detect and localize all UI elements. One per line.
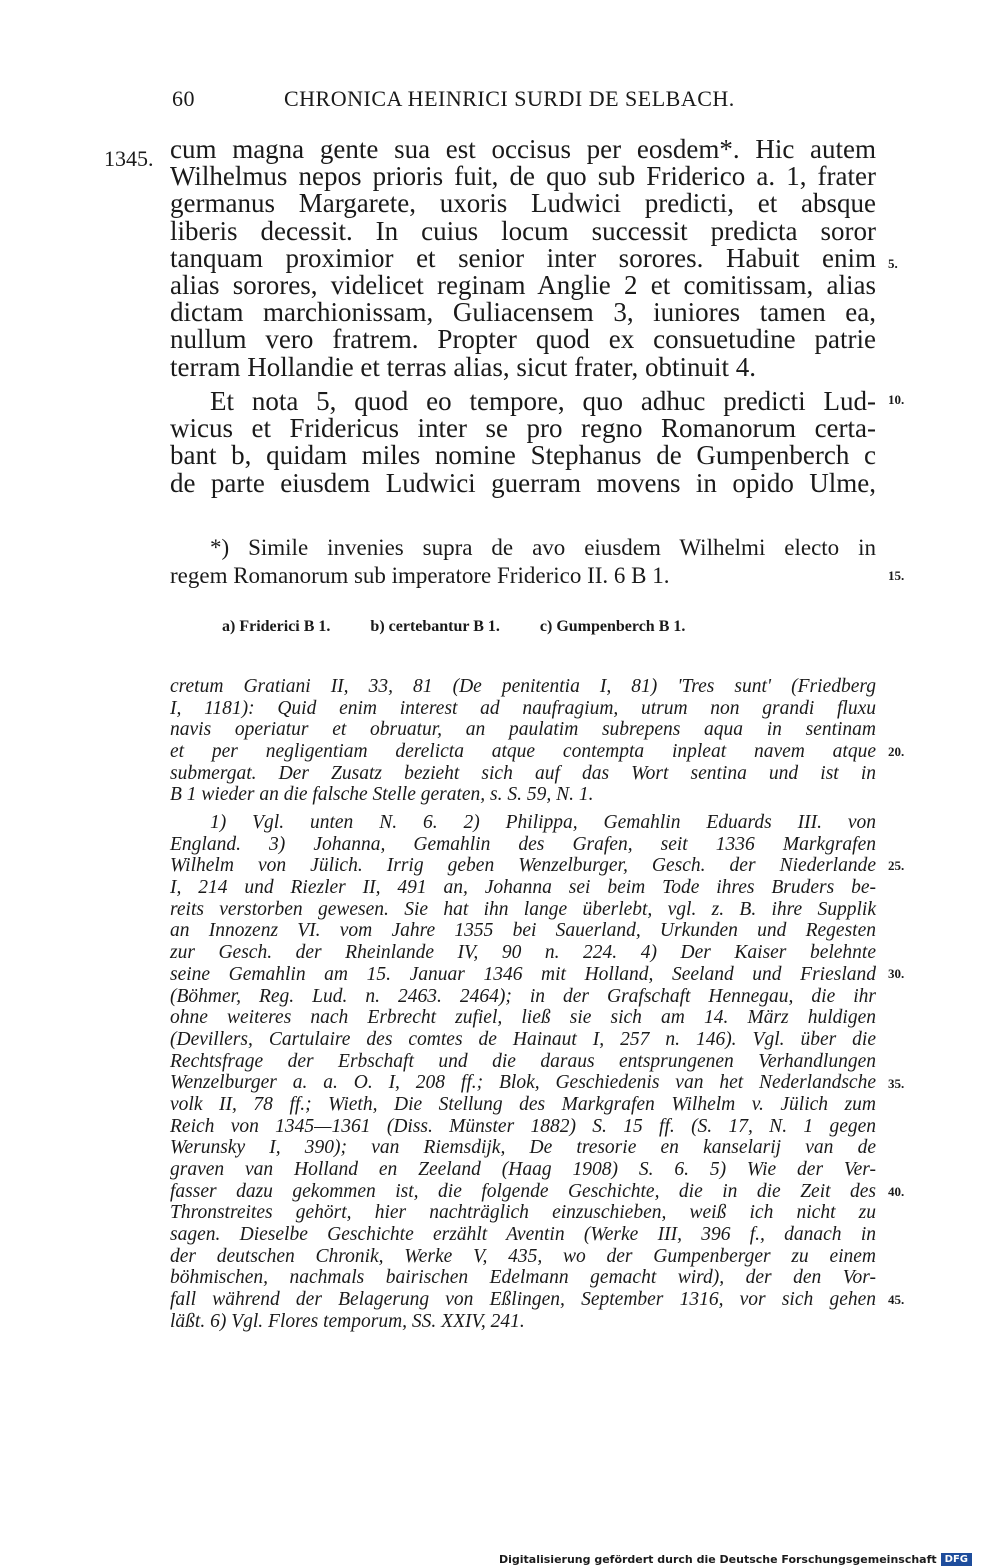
main-text-paragraph-1 [170, 136, 876, 381]
text-line: de parte eiusdem Ludwici guerram movens in opido Ulme, [170, 467, 876, 498]
footnotes-block [170, 812, 876, 1333]
footnote-line: böhmischen, nachmals bairischen Edelmann gemacht wird), der den Vor- [170, 1267, 876, 1289]
text-line: Et nota 5, quod eo tempore, quo adhuc predicti Lud- [210, 386, 876, 416]
text-line: regem Romanorum sub imperatore Friderico II. 6 B 1. [170, 563, 670, 588]
footnote-line: graven van Holland en Zeeland (Haag 1908) S. 6. 5) Wie der Ver- [170, 1159, 876, 1180]
footnote-line: läßt. 6) Vgl. Flores temporum, SS. XXIV, 241. [170, 1310, 525, 1332]
text-line: dictam marchionissam, Guliacensem 3, iuniores tamen ea, [170, 297, 876, 328]
footnote-line: seine Gemahlin am 15. Januar 1346 mit Holland, Seeland und Friesland [170, 963, 876, 985]
text-line: tanquam proximior et senior inter sorores. Habuit enim [170, 242, 876, 273]
footnote-line: England. 3) Johanna, Gemahlin des Grafen, seit 1336 Markgrafen [170, 833, 876, 855]
footnote-line: sagen. Dieselbe Geschichte erzählt Aventin (Werke III, 396 f., danach in [170, 1224, 876, 1246]
text-line: germanus Margarete, uxoris Ludwici predicti, et absque [170, 188, 876, 219]
footnote-line: Reich von 1345—1361 (Diss. Münster 1882) S. 15 ff. (S. 17, N. 1 gegen [170, 1115, 876, 1137]
text-line: terram Hollandie et terras alias, sicut frater, obtinuit 4. [170, 351, 756, 382]
footnote-line: zur Gesch. der Rheinlande IV, 90 n. 224. 4) Der Kaiser belehnte [170, 942, 876, 964]
footnote-line: ohne weiteres nach Erbrecht zufiel, ließ sie sich am 14. März huldigen [170, 1007, 876, 1029]
footnote-line: der deutschen Chronik, Werke V, 435, wo der Gumpenberger zu einem [170, 1245, 876, 1267]
footnote-line: an Innozenz VI. vom Jahre 1355 bei Sauerland, Urkunden und Regesten [170, 920, 876, 942]
line-number: 35. [888, 1076, 905, 1091]
main-text-paragraph-2 [170, 388, 876, 497]
footnote-line: Thronstreites gehört, hier nachträglich einzuschieben, weiß ich nicht zu [170, 1202, 876, 1224]
line-number: 5. [888, 256, 898, 271]
footnote-line: I, 214 und Riezler II, 491 an, Johanna sei beim Tode ihres Bruders be- [170, 877, 876, 899]
footnote-line: Wilhelm von Jülich. Irrig geben Wenzelburger, Gesch. der Niederlande [170, 855, 876, 877]
text-line: I, 1181): Quid enim interest ad naufragium, utrum non grandi fluxu [170, 697, 876, 719]
text-line: bant b, quidam miles nomine Stephanus de Gumpenberch c [170, 440, 876, 471]
apparatus-note: b) certebantur B 1. [370, 618, 500, 635]
running-head [170, 86, 880, 116]
text-line: cum magna gente sua est occisus per eosdem*. Hic autem [170, 134, 876, 164]
text-line: cretum Gratiani II, 33, 81 (De penitentia I, 81) 'Tres sunt' (Friedberg [170, 676, 876, 697]
footnote-line: volk II, 78 ff.; Wieth, Die Stellung des Markgrafen Wilhelm v. Jülich zum [170, 1093, 876, 1115]
footnote-line: Wenzelburger a. a. O. I, 208 ff.; Blok, Geschiedenis van het Nederlandsche [170, 1072, 876, 1094]
text-line: liberis decessit. In cuius locum successit predicta soror [170, 215, 876, 246]
footnote-line: fall während der Belagerung von Eßlingen, September 1316, vor sich gehen [170, 1289, 876, 1311]
text-line: nullum vero fratrem. Propter quod ex consuetudine patrie [170, 324, 876, 355]
line-number: 25. [888, 858, 905, 873]
margin-year: 1345. [104, 146, 154, 171]
footnote-line: 1) Vgl. unten N. 6. 2) Philippa, Gemahlin Eduards III. von [210, 812, 876, 833]
text-line: B 1 wieder an die falsche Stelle geraten, s. S. 59, N. 1. [170, 784, 594, 806]
running-title: CHRONICA HEINRICI SURDI DE SELBACH. [284, 86, 735, 111]
line-number: 15. [888, 568, 905, 583]
commentary-block [170, 676, 876, 806]
credit-text: Digitalisierung gefördert durch die Deutsche Forschungsgemeinschaft [498, 1553, 937, 1566]
digitization-credit [499, 1553, 972, 1566]
line-number: 40. [888, 1184, 905, 1199]
page-number: 60 [172, 86, 195, 111]
text-line: et per negligentiam derelicta atque contempta inpleat navem atque [170, 741, 876, 763]
line-number: 45. [888, 1292, 905, 1307]
star-note [170, 534, 876, 590]
footnote-line: (Böhmer, Reg. Lud. n. 2463. 2464); in der Grafschaft Hennegau, die ihr [170, 985, 876, 1007]
text-line: *) Simile invenies supra de avo eiusdem Wilhelmi electo in [210, 535, 876, 560]
apparatus-note: c) Gumpenberch B 1. [539, 618, 686, 635]
critical-apparatus [222, 618, 721, 636]
line-number: 30. [888, 966, 905, 981]
text-line: Wilhelmus nepos prioris fuit, de quo sub Friderico a. 1, frater [170, 161, 876, 192]
footnote-line: Rechtsfrage der Erbschaft und die daraus entsprungenen Verhandlungen [170, 1050, 876, 1072]
line-number: 10. [888, 392, 905, 407]
text-line: submergat. Der Zusatz bezieht sich auf das Wort sentina und ist in [170, 762, 876, 784]
footnote-line: reits verstorben gewesen. Sie hat ihn lange überlebt, vgl. z. B. ihre Supplik [170, 898, 876, 920]
footnote-line: Werunsky I, 390); van Riemsdijk, De tresorie en kanselarij van de [170, 1137, 876, 1159]
line-number: 20. [888, 744, 905, 759]
text-line: wicus et Fridericus inter se pro regno Romanorum certa- [170, 413, 876, 444]
footnote-line: (Devillers, Cartulaire des comtes de Hainaut I, 257 n. 146). Vgl. über die [170, 1028, 876, 1050]
apparatus-note: a) Friderici B 1. [222, 618, 331, 635]
text-line: alias sorores, videlicet reginam Anglie 2 et comitissam, alias [170, 269, 876, 300]
footnote-line: fasser dazu gekommen ist, die folgende Geschichte, die in die Zeit des [170, 1180, 876, 1202]
dfg-logo: DFG [941, 1553, 972, 1566]
text-line: navis operiatur et obruatur, an paulatim subrepens aqua in sentinam [170, 719, 876, 741]
